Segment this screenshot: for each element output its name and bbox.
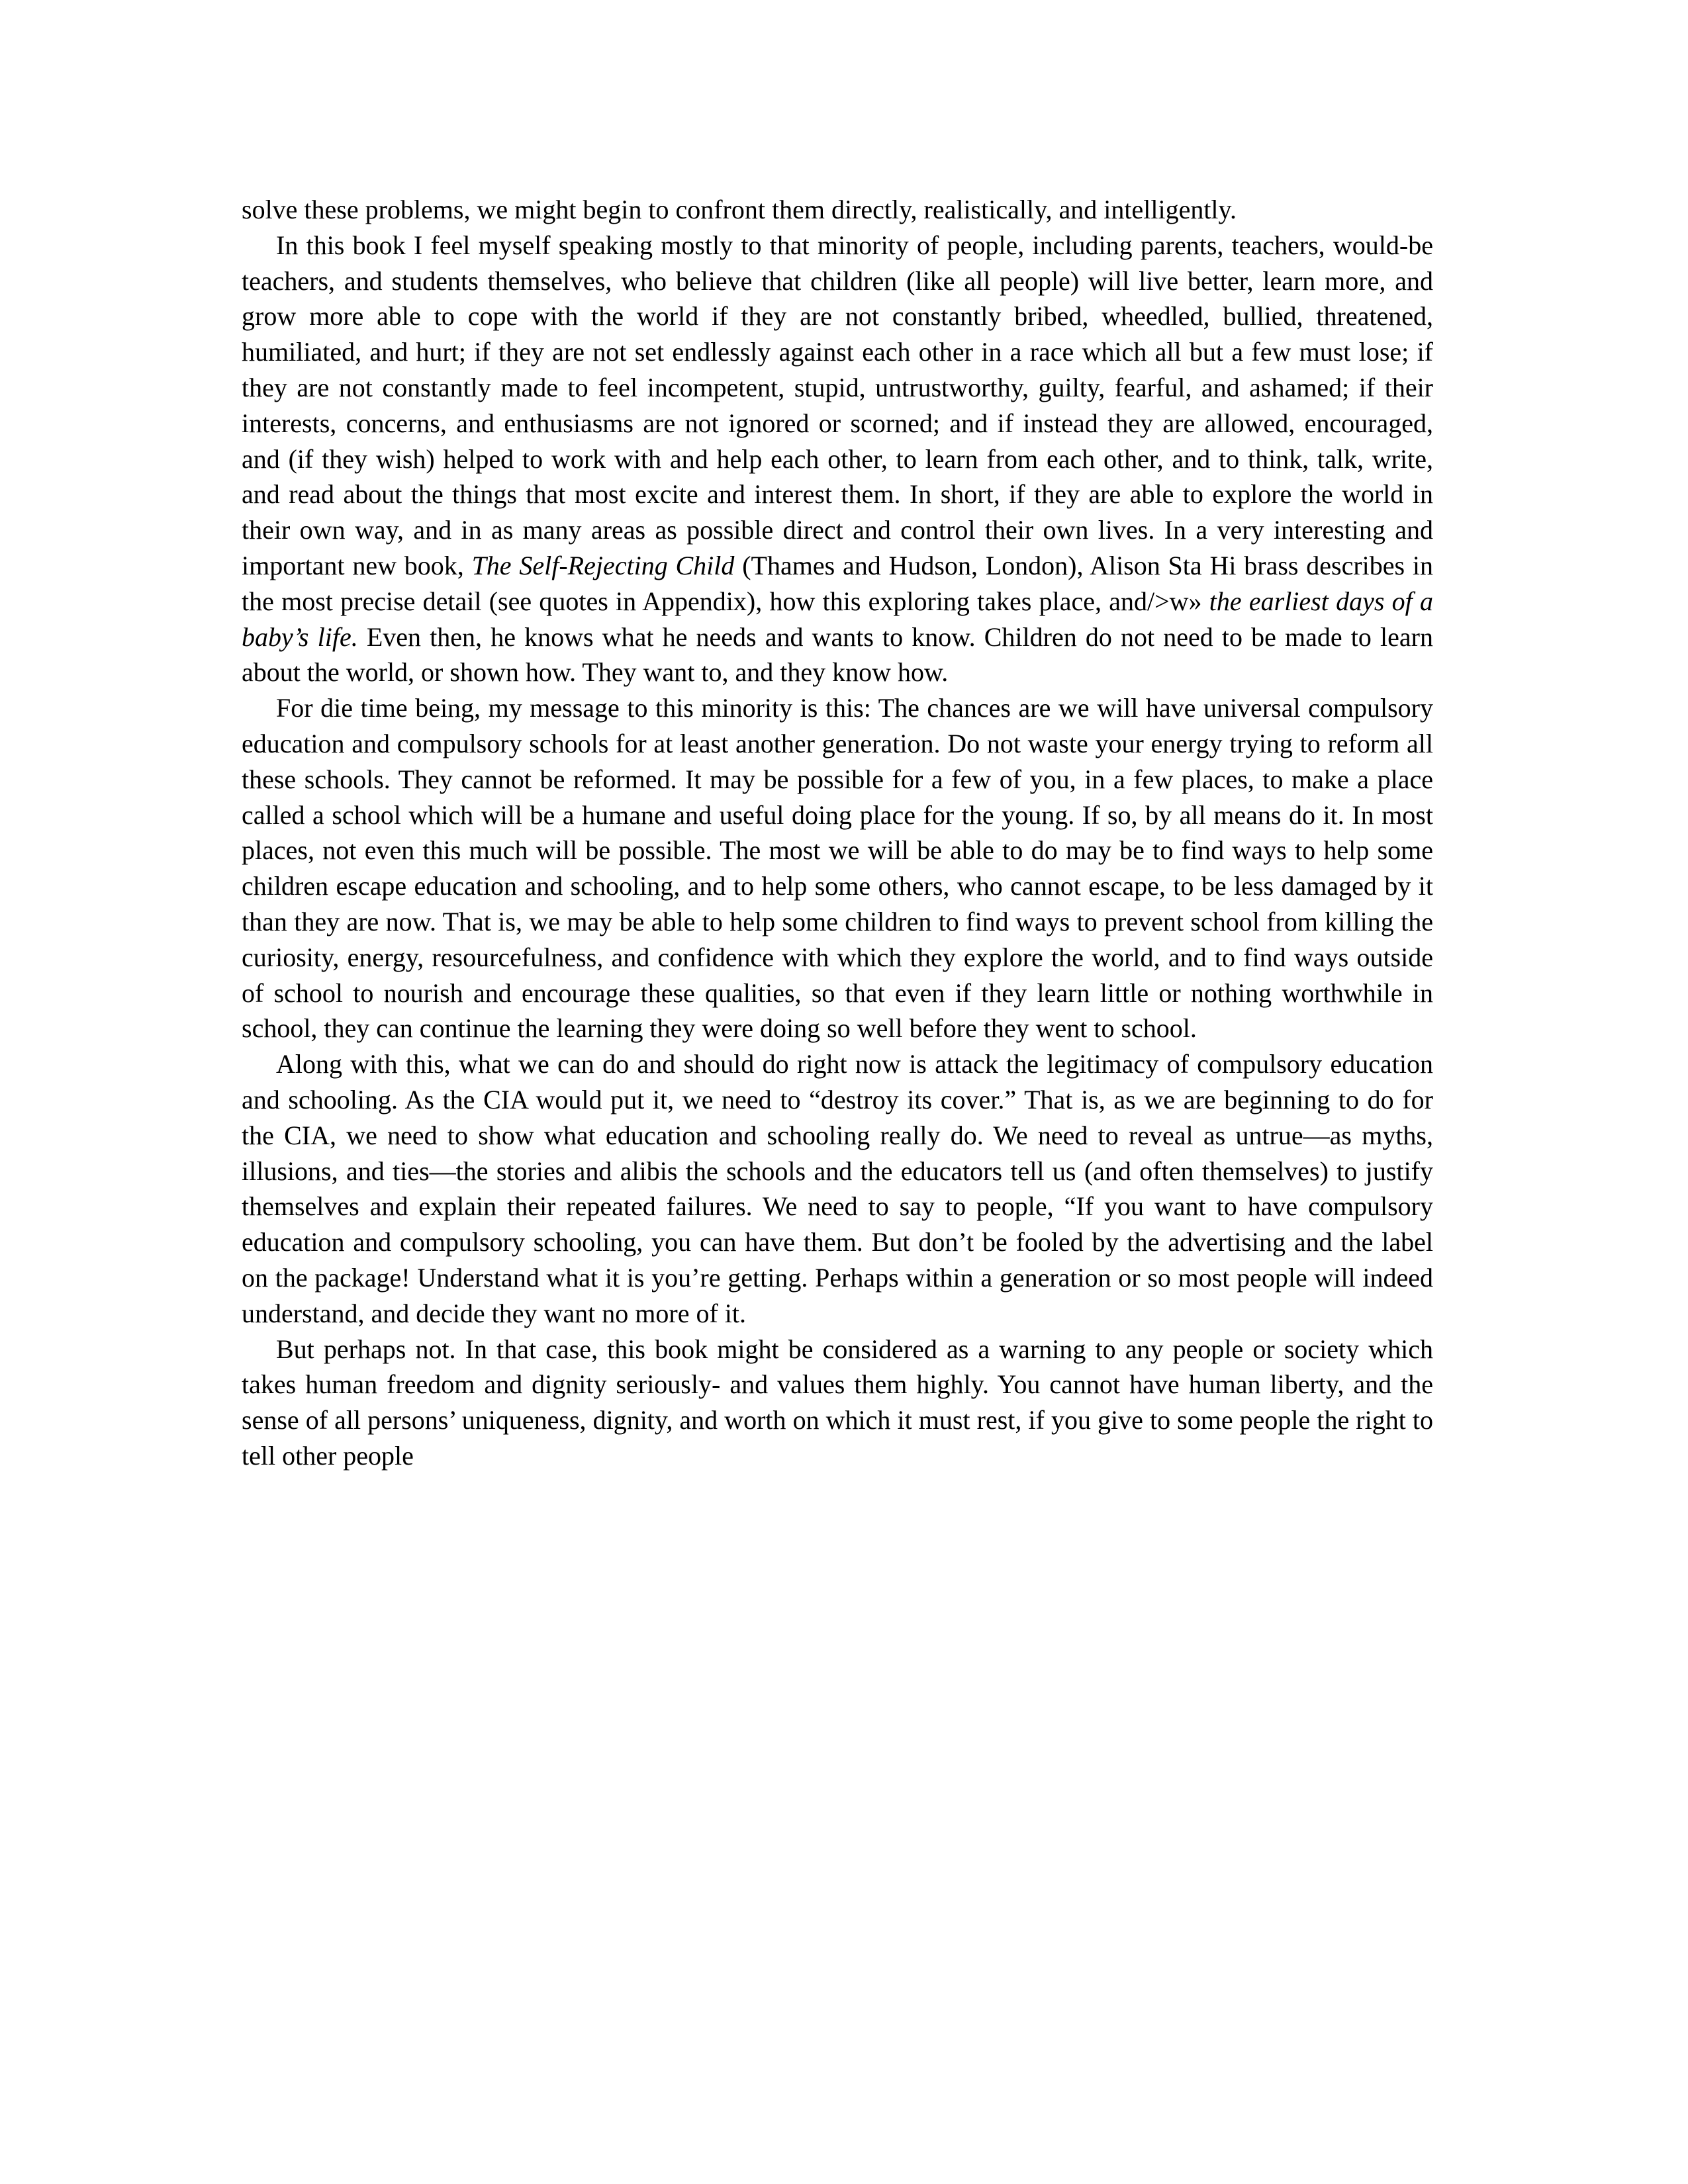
paragraph xyxy=(242,1046,1433,1331)
text-run: Even then, he knows what he needs and wants to know. Children do not need to be made to learn about the world, or shown how. They want to, and they know how. xyxy=(242,621,1433,688)
text-run: (Thames and Hudson, London), Alison Sta Hi brass describes in the most precise detail (see quotes in Appendix), how this exploring takes place, and/>w» xyxy=(242,550,1434,616)
paragraph xyxy=(242,1332,1433,1474)
paragraph xyxy=(242,192,1433,228)
italic-run: The Self-Rejecting Child xyxy=(471,550,735,580)
paragraph xyxy=(242,690,1433,1046)
italic-run: the earliest days of a baby’s life. xyxy=(242,586,1433,652)
text-run: But perhaps not. In that case, this book might be considered as a warning to any people or society which takes human freedom and dignity seriously- and values them highly. You cannot have human liberty, and the sense of all persons’ uniqueness, dignity, and worth on which it must rest, if you give to some people the right to tell other people xyxy=(242,1334,1433,1471)
paragraph xyxy=(242,228,1433,690)
text-run: In this book I feel myself speaking mostly to that minority of people, including parents, teachers, would-be teachers, and students themselves, who believe that children (like all people) will live better, learn more, and grow more able to cope with the world if they are not constantly bribed, wheedled, bullied, threatened, humiliated, and hurt; if they are not set endlessly against each other in a race which all but a few must lose; if they are not constantly made to feel incompetent, stupid, untrustworthy, guilty, fearful, and ashamed; if their interests, concerns, and enthusiasms are not ignored or scorned; and if instead they are allowed, encouraged, and (if they wish) helped to work with and help each other, to learn from each other, and to think, talk, write, and read about the things that most excite and interest them. In short, if they are able to explore the world in their own way, and in as many areas as possible direct and control their own lives. In a very interesting and important new book, xyxy=(242,230,1433,580)
text-run: solve these problems, we might begin to confront them directly, realistically, and intelligently. xyxy=(242,195,1237,224)
text-run: Along with this, what we can do and should do right now is attack the legitimacy of compulsory education and schooling. As the CIA would put it, we need to “destroy its cover.” That is, as we are beginning to do for the CIA, we need to show what education and schooling really do. We need to reveal as untrue—as myths, illusions, and ties—the stories and alibis the schools and the educators tell us (and often themselves) to justify themselves and explain their repeated failures. We need to say to people, “If you want to have compulsory education and compulsory schooling, you can have them. But don’t be fooled by the advertising and the label on the package! Understand what it is you’re getting. Perhaps within a generation or so most people will indeed understand, and decide they want no more of it. xyxy=(242,1049,1433,1328)
body-text-column xyxy=(242,192,1433,1474)
text-run: For die time being, my message to this minority is this: The chances are we will have universal compulsory education and compulsory schools for at least another generation. Do not waste your energy trying to reform all these schools. They cannot be reformed. It may be possible for a few of you, in a few places, to make a place called a school which will be a humane and useful doing place for the young. If so, by all means do it. In most places, not even this much will be possible. The most we will be able to do may be to find ways to help some children escape education and schooling, and to help some others, who cannot escape, to be less damaged by it than they are now. That is, we may be able to help some children to find ways to prevent school from killing the curiosity, energy, resourcefulness, and confidence with which they explore the world, and to find ways outside of school to nourish and encourage these qualities, so that even if they learn little or nothing worthwhile in school, they can continue the learning they were doing so well before they went to school. xyxy=(242,693,1433,1044)
